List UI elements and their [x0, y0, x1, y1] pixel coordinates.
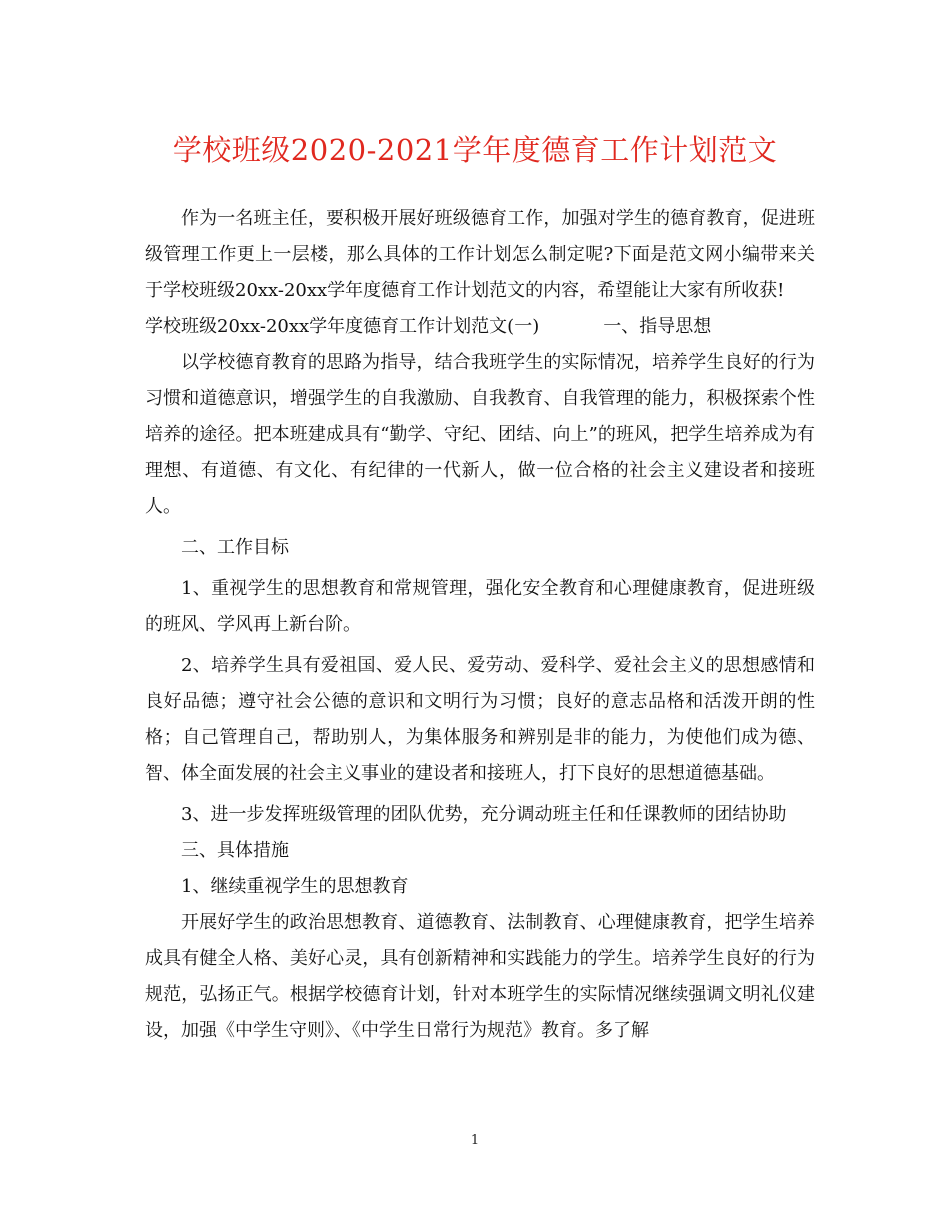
goal-3-paragraph: 3、进一步发挥班级管理的团队优势，充分调动班主任和任课教师的团结协助 [181, 804, 787, 825]
intro-paragraph: 作为一名班主任，要积极开展好班级德育工作，加强对学生的德育教育，促进班级管理工作更上一层楼，那么具体的工作计划怎么制定呢?下面是范文网小编带来关于学校班级20xx-20xx学年度德育工作计划范文的内容，希望能让大家有所收获! [145, 208, 815, 301]
measure-1-heading: 1、继续重视学生的思想教育 [181, 876, 409, 897]
section-heading-line [145, 309, 815, 345]
goal-1-paragraph: 1、重视学生的思想教育和常规管理，强化安全教育和心理健康教育，促进班级的班风、学风再上新台阶。 [145, 578, 815, 635]
document-body [145, 201, 815, 1049]
section-subtitle: 学校班级20xx-20xx学年度德育工作计划范文(一) [145, 316, 540, 337]
measures-heading: 三、具体措施 [181, 840, 289, 861]
document-title: 学校班级2020-2021学年度德育工作计划范文 [172, 133, 778, 167]
section-first-point: 一、指导思想 [603, 316, 712, 337]
measure-1-paragraph: 开展好学生的政治思想教育、道德教育、法制教育、心理健康教育，把学生培养成具有健全人格、美好心灵，具有创新精神和实践能力的学生。培养学生良好的行为规范，弘扬正气。根据学校德育计划，针对本班学生的实际情况继续强调文明礼仪建设，加强《中学生守则》、《中学生日常行为规范》教育。多了解 [145, 912, 815, 1041]
guiding-ideology-paragraph: 以学校德育教育的思路为指导，结合我班学生的实际情况，培养学生良好的行为习惯和道德意识，增强学生的自我激励、自我教育、自我管理的能力，积极探索个性培养的途径。把本班建成具有“勤学、守纪、团结、向上”的班风，把学生培养成为有理想、有道德、有文化、有纪律的一代新人，做一位合格的社会主义建设者和接班人。 [145, 352, 815, 517]
work-goals-heading: 二、工作目标 [181, 537, 289, 558]
goal-2-paragraph: 2、培养学生具有爱祖国、爱人民、爱劳动、爱科学、爱社会主义的思想感情和良好品德；遵守社会公德的意识和文明行为习惯；良好的意志品格和活泼开朗的性格；自己管理自己，帮助别人，为集体服务和辨别是非的能力，为使他们成为德、智、体全面发展的社会主义事业的建设者和接班人，打下良好的思想道德基础。 [145, 655, 815, 784]
page-number: 1 [470, 1133, 480, 1148]
